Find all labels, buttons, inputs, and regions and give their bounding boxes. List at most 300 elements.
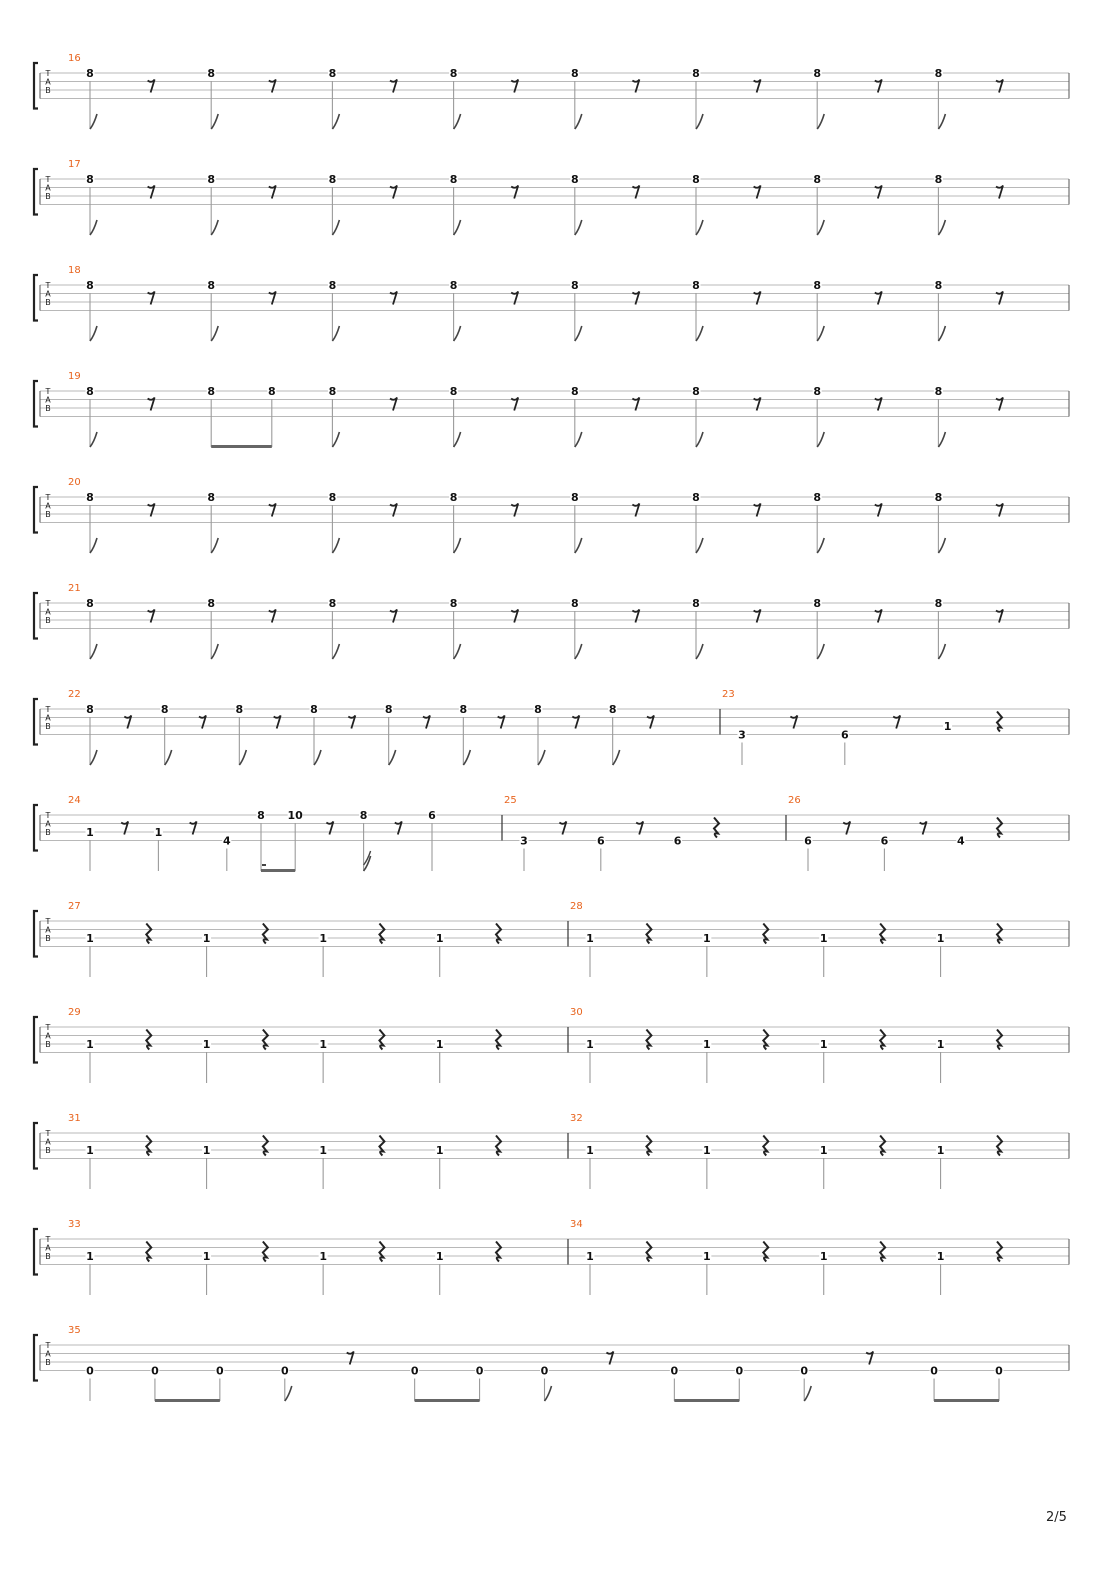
fret-number: 1 [943,720,952,733]
eighth-flag [938,220,945,235]
note-beam [674,1399,739,1402]
measure-number: 29 [68,1007,81,1018]
eighth-rest [124,716,131,729]
eighth-flag [90,114,97,129]
fret-number: 0 [86,1364,94,1378]
tab-clef-letter: B [45,510,51,519]
quarter-rest [880,1242,885,1262]
fret-number: 1 [819,1038,828,1051]
fret-number: 8 [328,491,337,504]
fret-number: 1 [319,1144,327,1157]
tab-clef-letter: B [45,616,51,625]
tab-clef-letter: A [45,925,51,935]
fret-number: 8 [934,173,943,186]
quarter-rest [880,924,885,944]
fret-number: 0 [216,1364,224,1378]
fret-number: 1 [86,1144,94,1157]
fret-number: 8 [328,597,337,610]
eighth-rest [647,716,654,729]
note-beam [155,1399,220,1402]
fret-number: 4 [956,834,965,848]
eighth-flag [454,644,461,659]
measure-number: 31 [68,1113,81,1124]
eighth-rest [920,822,927,835]
eighth-rest [511,610,518,623]
measure-number: 16 [68,53,81,64]
tab-clef-letter: A [45,77,51,87]
quarter-rest [763,924,768,944]
eighth-flag [938,114,945,129]
measure-number: 25 [504,795,517,806]
fret-number: 0 [670,1364,679,1378]
fret-number: 1 [319,932,327,945]
quarter-rest [646,924,651,944]
eighth-flag [454,326,461,341]
eighth-rest [790,716,797,729]
quarter-rest [997,1136,1002,1156]
measure-number: 35 [68,1325,81,1336]
eighth-flag [696,432,703,447]
quarter-rest [763,1136,768,1156]
measure-number: 20 [68,477,81,488]
measure [68,371,1003,448]
eighth-rest [632,398,639,411]
eighth-rest [148,398,155,411]
eighth-rest [148,610,155,623]
fret-number: 8 [328,385,337,398]
fret-number: 1 [936,1038,945,1051]
quarter-rest [146,924,151,944]
fret-number: 8 [534,703,542,716]
fret-number: 8 [207,491,216,504]
tab-clef-letter: T [45,175,51,184]
eighth-rest [996,398,1003,411]
quarter-rest [763,1242,768,1262]
eighth-flag [696,644,703,659]
system-bracket [34,1123,38,1169]
eighth-rest [148,504,155,517]
eighth-rest [875,80,882,93]
quarter-rest [714,818,719,838]
fret-number: 8 [813,173,822,186]
eighth-rest [559,822,566,835]
eighth-rest [875,398,882,411]
fret-number: 1 [154,826,163,839]
eighth-rest [269,504,276,517]
measure [68,477,1003,553]
fret-number: 8 [570,491,579,504]
eighth-rest [893,716,900,729]
tab-system [34,159,1069,235]
eighth-rest [148,292,155,305]
fret-number: 1 [86,1038,94,1051]
tab-clef-letter: B [45,1358,51,1367]
tab-clef-letter: A [45,1243,51,1253]
eighth-rest [511,504,518,517]
fret-number: 1 [819,932,828,945]
measure [68,53,1003,129]
tab-clef-letter: A [45,501,51,511]
eighth-flag [454,220,461,235]
tab-clef-letter: T [45,1023,51,1032]
tab-system [34,1007,1069,1083]
eighth-rest [190,822,197,835]
measure [502,795,719,871]
quarter-rest [146,1030,151,1050]
fret-number: 0 [280,1364,289,1378]
eighth-flag [239,750,246,765]
tuplet-mark [262,864,266,866]
tab-clef-letter: T [45,493,51,502]
measure [68,1007,501,1083]
fret-number: 0 [540,1364,549,1378]
fret-number: 8 [570,67,579,80]
eighth-rest [866,1352,873,1365]
fret-number: 1 [435,1038,444,1051]
eighth-rest [754,80,761,93]
eighth-flag [575,114,582,129]
fret-number: 1 [819,1144,828,1157]
quarter-rest [646,1242,651,1262]
eighth-flag [314,750,321,765]
fret-number: 0 [995,1364,1003,1378]
note-beam [934,1399,999,1402]
fret-number: 8 [692,279,700,292]
eighth-flag [285,1386,292,1401]
measure [68,159,1003,235]
tab-clef-letter: A [45,395,51,405]
system-bracket [34,1229,38,1275]
quarter-rest [496,1136,501,1156]
fret-number: 8 [86,491,94,504]
fret-number: 8 [359,809,368,822]
eighth-flag [332,114,339,129]
tab-clef-letter: B [45,86,51,95]
tab-system [34,53,1069,129]
eighth-rest [121,822,128,835]
measure-number: 33 [68,1219,81,1230]
fret-number: 0 [475,1364,484,1378]
quarter-rest [379,1242,384,1262]
fret-number: 1 [202,1038,211,1051]
eighth-rest [395,822,402,835]
measure-number: 27 [68,901,81,912]
eighth-rest [754,398,761,411]
fret-number: 8 [235,703,244,716]
eighth-rest [632,610,639,623]
tab-system [34,689,1069,765]
note-beam [415,1399,480,1402]
quarter-rest [263,1136,268,1156]
eighth-rest [843,822,850,835]
eighth-flag [696,538,703,553]
fret-number: 8 [267,385,276,398]
fret-number: 8 [813,597,822,610]
eighth-rest [875,504,882,517]
quarter-rest [496,1030,501,1050]
measure [568,1113,1002,1189]
fret-number: 0 [800,1364,809,1378]
fret-number: 1 [586,1038,594,1051]
fret-number: 1 [703,1250,711,1263]
fret-number: 8 [328,67,337,80]
eighth-flag [90,750,97,765]
tab-clef-letter: B [45,192,51,201]
eighth-flag [817,114,824,129]
fret-number: 8 [328,279,337,292]
tab-clef-letter: T [45,599,51,608]
fret-number: 8 [86,385,94,398]
eighth-flag [90,432,97,447]
eighth-flag [817,538,824,553]
quarter-rest [880,1030,885,1050]
note-beam [261,869,295,872]
quarter-rest [379,1030,384,1050]
eighth-rest [199,716,206,729]
fret-number: 1 [586,1250,594,1263]
page-number: 2/5 [1046,1510,1067,1525]
eighth-flag [211,326,218,341]
note-beam [211,445,272,448]
quarter-rest [146,1242,151,1262]
fret-number: 8 [86,597,94,610]
fret-number: 8 [86,173,94,186]
tab-clef-letter: A [45,819,51,829]
tab-clef-letter: B [45,828,51,837]
measure-number: 23 [722,689,735,700]
system-bracket [34,169,38,215]
fret-number: 8 [692,173,700,186]
measure-number: 22 [68,689,81,700]
fret-number: 8 [449,597,458,610]
eighth-rest [511,398,518,411]
measure-number: 17 [68,159,81,170]
fret-number: 1 [819,1250,828,1263]
eighth-flag [538,750,545,765]
fret-number: 1 [936,1144,945,1157]
fret-number: 3 [520,834,528,848]
eighth-flag [575,432,582,447]
eighth-flag [817,220,824,235]
eighth-flag [90,220,97,235]
measure [68,1325,1004,1402]
eighth-flag [938,538,945,553]
tab-clef-letter: T [45,1129,51,1138]
eighth-flag [165,750,172,765]
tab-clef-letter: A [45,1031,51,1041]
tab-clef-letter: A [45,183,51,193]
fret-number: 1 [703,1144,711,1157]
fret-number: 6 [840,728,849,742]
tab-clef-letter: T [45,1235,51,1244]
fret-number: 1 [202,1250,211,1263]
fret-number: 8 [692,385,700,398]
fret-number: 8 [449,491,458,504]
tab-system [34,795,1069,872]
system-bracket [34,487,38,533]
fret-number: 8 [310,703,318,716]
quarter-rest [997,1030,1002,1050]
eighth-flag [90,326,97,341]
eighth-rest [511,80,518,93]
eighth-rest [636,822,643,835]
system-bracket [34,1017,38,1063]
eighth-flag [575,644,582,659]
fret-number: 8 [449,385,458,398]
eighth-flag [696,114,703,129]
fret-number: 8 [449,279,458,292]
fret-number: 6 [428,809,436,822]
fret-number: 1 [435,932,444,945]
quarter-rest [646,1136,651,1156]
eighth-flag [938,432,945,447]
system-bracket [34,1335,38,1381]
eighth-flag [463,750,470,765]
eighth-rest [996,292,1003,305]
eighth-rest [606,1352,613,1365]
eighth-rest [274,716,281,729]
system-bracket [34,63,38,109]
quarter-rest [263,1030,268,1050]
tab-system [34,477,1069,553]
measure-number: 26 [788,795,801,806]
quarter-rest [997,1242,1002,1262]
eighth-rest [996,504,1003,517]
tab-clef-letter: B [45,1252,51,1261]
eighth-rest [390,610,397,623]
eighth-rest [390,186,397,199]
eighth-rest [347,1352,354,1365]
quarter-rest [997,818,1002,838]
fret-number: 4 [222,834,231,848]
fret-number: 8 [813,67,822,80]
eighth-rest [511,186,518,199]
tab-clef-letter: T [45,917,51,926]
fret-number: 1 [936,1250,945,1263]
eighth-flag [332,432,339,447]
fret-number: 8 [449,173,458,186]
fret-number: 6 [596,834,605,848]
fret-number: 1 [703,932,711,945]
fret-number: 8 [86,703,94,716]
quarter-rest [379,924,384,944]
eighth-flag [454,432,461,447]
tab-clef-letter: B [45,934,51,943]
fret-number: 8 [207,279,216,292]
fret-number: 8 [570,173,579,186]
eighth-flag [575,326,582,341]
eighth-flag [332,644,339,659]
measure-number: 28 [570,901,583,912]
eighth-rest [754,504,761,517]
fret-number: 8 [207,597,216,610]
tab-system [34,265,1069,341]
eighth-rest [572,716,579,729]
eighth-flag [817,326,824,341]
eighth-flag [817,432,824,447]
eighth-rest [632,292,639,305]
system-bracket [34,911,38,957]
eighth-rest [632,504,639,517]
fret-number: 6 [804,834,812,848]
tab-clef-letter: A [45,1137,51,1147]
measure [68,689,654,765]
fret-number: 1 [319,1038,327,1051]
measure [720,689,1002,765]
measure [68,1219,501,1295]
eighth-rest [390,504,397,517]
system-bracket [34,805,38,851]
eighth-flag [575,220,582,235]
measure [68,1113,501,1189]
fret-number: 1 [586,932,594,945]
fret-number: 8 [692,597,700,610]
fret-number: 1 [202,932,211,945]
eighth-flag [211,220,218,235]
fret-number: 1 [86,1250,94,1263]
eighth-flag [211,114,218,129]
fret-number: 8 [207,173,216,186]
eighth-flag [211,644,218,659]
measure [786,795,1002,871]
measure [68,583,1003,659]
quarter-rest [763,1030,768,1050]
fret-number: 1 [202,1144,211,1157]
measure [568,1007,1002,1083]
fret-number: 8 [207,67,216,80]
system-bracket [34,381,38,427]
fret-number: 8 [934,491,943,504]
tab-clef-letter: A [45,713,51,723]
fret-number: 8 [934,385,943,398]
fret-number: 8 [570,385,579,398]
tab-clef-letter: B [45,722,51,731]
fret-number: 0 [930,1364,938,1378]
eighth-rest [511,292,518,305]
eighth-rest [269,610,276,623]
quarter-rest [146,1136,151,1156]
measure [68,795,437,872]
eighth-flag [454,538,461,553]
measure-number: 21 [68,583,81,594]
measure [568,901,1002,977]
fret-number: 1 [435,1144,444,1157]
eighth-rest [996,80,1003,93]
eighth-flag [90,538,97,553]
fret-number: 0 [410,1364,419,1378]
fret-number: 8 [813,279,822,292]
measure-number: 19 [68,371,81,382]
fret-number: 6 [880,834,889,848]
fret-number: 1 [435,1250,444,1263]
fret-number: 8 [934,67,943,80]
quarter-rest [263,924,268,944]
eighth-flag [696,220,703,235]
fret-number: 0 [151,1364,159,1378]
tab-system [34,583,1069,659]
eighth-flag [90,644,97,659]
eighth-rest [498,716,505,729]
fret-number: 1 [703,1038,711,1051]
eighth-flag [938,326,945,341]
eighth-rest [390,292,397,305]
fret-number: 8 [449,67,458,80]
fret-number: 1 [936,932,945,945]
eighth-rest [875,292,882,305]
tab-clef-letter: T [45,281,51,290]
measure [568,1219,1002,1295]
fret-number: 8 [692,67,700,80]
